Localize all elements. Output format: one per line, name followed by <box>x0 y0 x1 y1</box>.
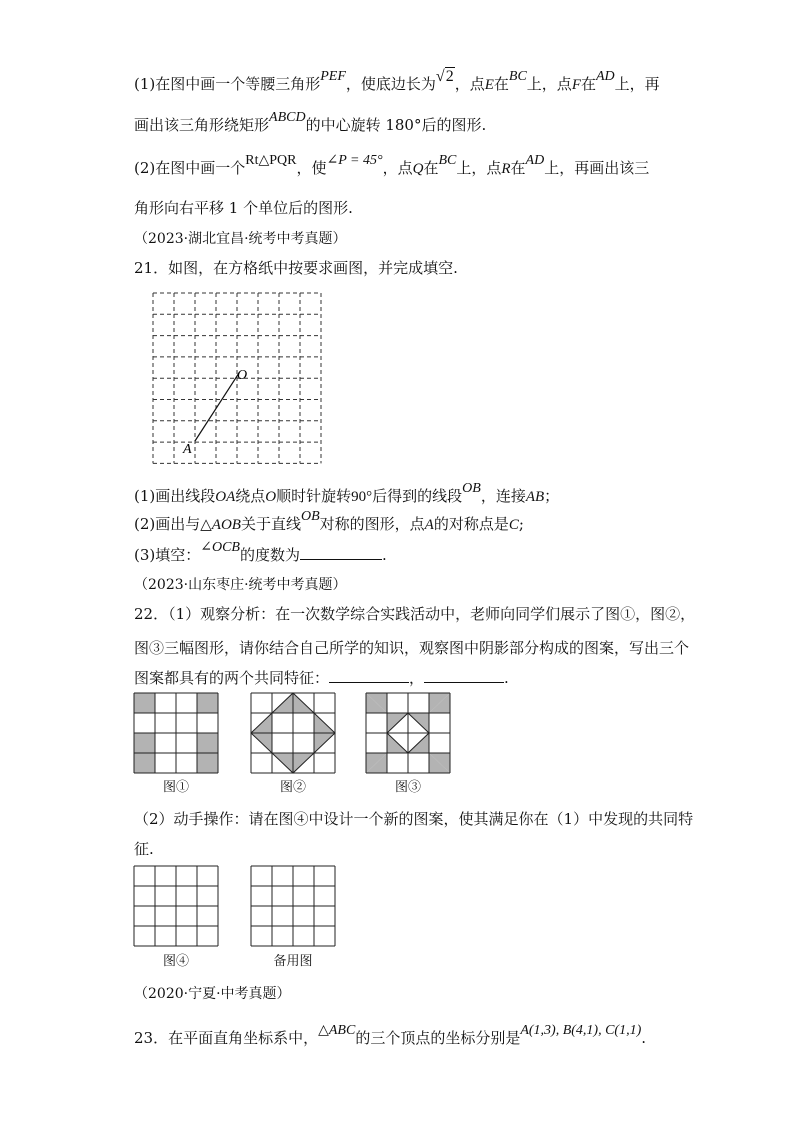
q20-line2: 画出该三角形绕矩形ABCD的中心旋转 180°后的图形. <box>134 110 487 134</box>
q20-line4: 角形向右平移 1 个单位后的图形. <box>134 199 353 217</box>
answer-blank-2[interactable] <box>329 668 409 683</box>
q21-grid-figure <box>153 293 323 465</box>
label-o: O <box>237 368 248 383</box>
caption-fig3: 图③ <box>394 780 421 795</box>
q21-sub2: (2)画出与△AOB关于直线OB对称的图形，点A的对称点是C; <box>134 509 524 533</box>
caption-fig4: 图④ <box>162 954 189 969</box>
q20-line3: (2)在图中画一个Rt△PQR，使∠P = 45°，点Q在BC上，点R在AD上，再画出该三 <box>134 153 650 177</box>
q22-line4: （2）动手操作：请在图④中设计一个新的图案，使其满足你在（1）中发现的共同特 <box>134 810 694 828</box>
spare-blank-grid[interactable] <box>251 866 335 946</box>
caption-fig2: 图② <box>279 780 306 795</box>
answer-blank-3[interactable] <box>424 668 504 683</box>
spare-grid <box>251 866 335 946</box>
figure-2 <box>251 693 335 773</box>
fig4-grid <box>134 866 218 946</box>
math-pef: PEF <box>320 69 346 84</box>
answer-blank-1[interactable] <box>300 545 382 560</box>
q22-line3: 图案都具有的两个共同特征： ， . <box>134 669 509 687</box>
q21-sub3: (3)填空：∠OCB的度数为 . <box>134 540 387 564</box>
q20-line1: (1)在图中画一个等腰三角形PEF，使底边长为√2，点E在BC上，点F在AD上，再 <box>134 68 660 93</box>
caption-spare: 备用图 <box>273 954 313 969</box>
q21-stem: 21．如图，在方格纸中按要求画图，并完成填空. <box>134 259 458 277</box>
math-sqrt2: √2 <box>435 68 454 85</box>
q20-source: （2023·湖北宜昌·统考中考真题） <box>134 231 347 247</box>
caption-fig1: 图① <box>162 780 189 795</box>
q23-line: 23．在平面直角坐标系中，△ABC的三个顶点的坐标分别是A(1,3), B(4,1), C(1,1). <box>134 1023 647 1047</box>
figure-3 <box>366 693 450 773</box>
q21-sub1: (1)画出线段OA绕点O顺时针旋转90°后得到的线段OB，连接AB； <box>134 481 560 505</box>
figure-4-blank-grid[interactable] <box>134 866 218 946</box>
fig2-grid <box>251 693 335 773</box>
q22-line1: 22．（1）观察分析：在一次数学综合实践活动中，老师向同学们展示了图①，图②， <box>134 605 696 623</box>
label-a: A <box>183 442 192 457</box>
q22-source: （2020·宁夏·中考真题） <box>134 986 291 1002</box>
segment-oa <box>195 373 239 441</box>
figure-1 <box>134 693 218 773</box>
q22-line5: 征. <box>134 840 154 858</box>
q22-line2: 图③三幅图形，请你结合自己所学的知识，观察图中阴影部分构成的图案，写出三个 <box>134 639 690 657</box>
q21-source: （2023·山东枣庄·统考中考真题） <box>134 577 347 593</box>
